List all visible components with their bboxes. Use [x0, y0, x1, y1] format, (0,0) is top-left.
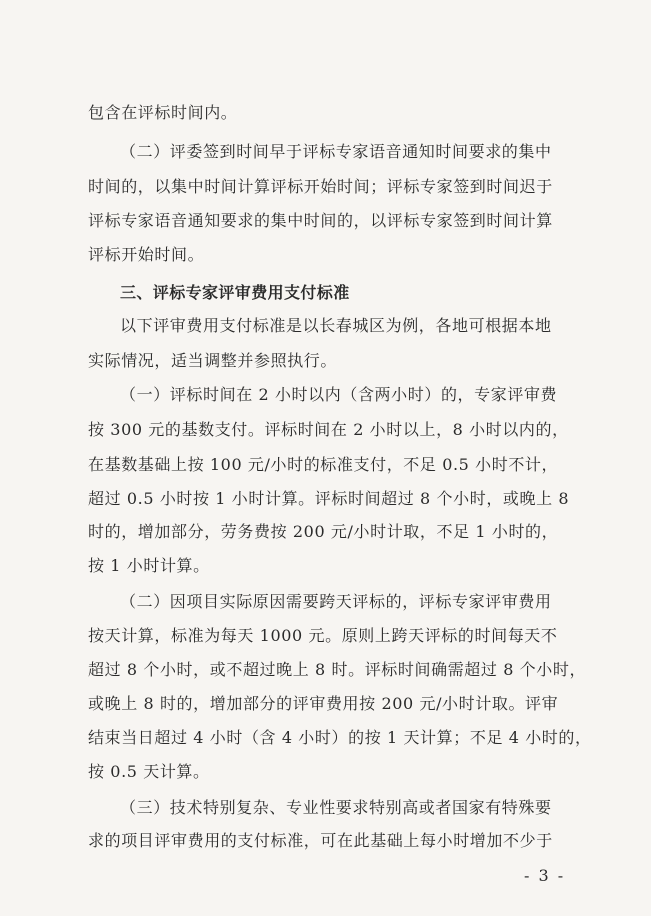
- page-number: - 3 -: [524, 866, 566, 885]
- paragraph-line: 时间的，以集中时间计算评标开始时间；评标专家签到时间迟于: [88, 177, 553, 196]
- paragraph-line: 包含在评标时间内。: [88, 103, 238, 122]
- paragraph-line: （二）因项目实际原因需要跨天评标的，评标专家评审费用: [120, 592, 552, 611]
- paragraph-line: （三）技术特别复杂、专业性要求特别高或者国家有特殊要: [120, 798, 552, 817]
- paragraph-line: 或晚上 8 时的，增加部分的评审费用按 200 元/小时计取。评审: [88, 694, 559, 713]
- section-heading: 三、评标专家评审费用支付标准: [120, 283, 350, 302]
- paragraph-line: 实际情况，适当调整并参照执行。: [88, 351, 338, 370]
- paragraph-line: 以下评审费用支付标准是以长春城区为例，各地可根据本地: [120, 316, 552, 335]
- paragraph-line: 结束当日超过 4 小时（含 4 小时）的按 1 天计算；不足 4 小时的，: [88, 728, 592, 747]
- paragraph-line: 超过 8 个小时，或不超过晚上 8 时。评标时间确需超过 8 个小时，: [88, 660, 587, 679]
- paragraph-line: 按天计算，标准为每天 1000 元。原则上跨天评标的时间每天不: [88, 626, 558, 645]
- paragraph-line: （二）评委签到时间早于评标专家语音通知时间要求的集中: [120, 142, 552, 161]
- paragraph-line: 评标专家语音通知要求的集中时间的，以评标专家签到时间计算: [88, 211, 553, 230]
- paragraph-line: 超过 0.5 小时按 1 小时计算。评标时间超过 8 个小时，或晚上 8: [88, 489, 570, 508]
- paragraph-line: 评标开始时间。: [88, 245, 205, 264]
- paragraph-line: 按 0.5 天计算。: [88, 762, 210, 781]
- paragraph-line: 按 300 元的基数支付。评标时间在 2 小时以上，8 小时以内的，: [88, 420, 569, 439]
- paragraph-line: 时的，增加部分，劳务费按 200 元/小时计取，不足 1 小时的，: [88, 522, 559, 541]
- paragraph-line: 求的项目评审费用的支付标准，可在此基础上每小时增加不少于: [88, 831, 553, 850]
- paragraph-line: 在基数基础上按 100 元/小时的标准支付，不足 0.5 小时不计，: [88, 455, 559, 474]
- paragraph-line: （一）评标时间在 2 小时以内（含两小时）的，专家评审费: [120, 385, 558, 404]
- paragraph-line: 按 1 小时计算。: [88, 556, 210, 575]
